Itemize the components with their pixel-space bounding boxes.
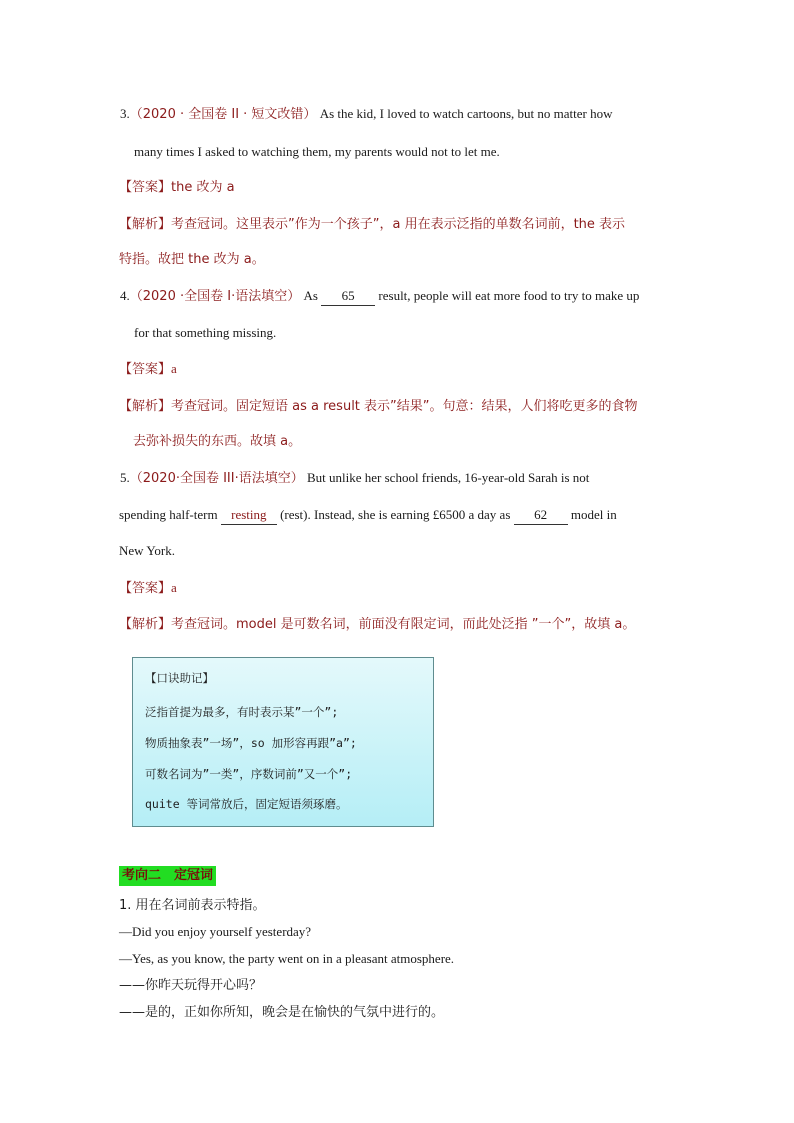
- q3-analysis-text1: 考查冠词。这里表示”作为一个孩子”，a 用在表示泛指的单数名词前，the 表示: [171, 217, 626, 232]
- q5-answer-value: a: [171, 580, 177, 595]
- q3-analysis-line1: [119, 215, 625, 234]
- q4-analysis-line2: 去弥补损失的东西。故填 a。: [133, 434, 302, 449]
- analysis-tag: 【解析】: [119, 399, 172, 414]
- q5-source: （2020·全国卷 III·语法填空）: [129, 471, 304, 486]
- analysis-tag: 【解析】: [119, 217, 172, 232]
- q5-analysis-line1: [119, 615, 635, 634]
- section2-example-cn1: ——你昨天玩得开心吗？: [119, 978, 263, 993]
- mnemonic-line: 泛指首提为最多，有时表示某”一个”;: [145, 705, 339, 719]
- q5-line2: [119, 506, 617, 525]
- q5-blank2: 62: [514, 506, 568, 525]
- q4-answer: [119, 360, 177, 379]
- q5-text-line3: New York.: [119, 543, 175, 558]
- section2-example-cn2: ——是的，正如你所知，晚会是在愉快的气氛中进行的。: [119, 1005, 445, 1020]
- q5-text-line2-pre: spending half-term: [119, 507, 218, 522]
- section2-point1: 1. 用在名词前表示特指。: [119, 898, 266, 913]
- answer-tag: 【答案】: [119, 180, 172, 195]
- q4-analysis-line1: [119, 397, 638, 416]
- q4-source: （2020 ·全国卷 I·语法填空）: [129, 289, 301, 304]
- mnemonic-line: quite 等词常放后，固定短语须琢磨。: [145, 797, 348, 811]
- q5-number: 5.: [120, 470, 130, 485]
- q4-number: 4.: [120, 288, 130, 303]
- q3-analysis-line2: 特指。故把 the 改为 a。: [119, 252, 265, 267]
- section-heading: 考向二 定冠词: [119, 866, 216, 886]
- mnemonic-title: 【口诀助记】: [145, 671, 214, 685]
- q3-text-line2: many times I asked to watching them, my parents would not to let me.: [134, 144, 500, 159]
- q5-text-line2-post: model in: [570, 507, 617, 522]
- q5-text-line1: But unlike her school friends, 16-year-old Sarah is not: [306, 470, 590, 485]
- q4-blank: 65: [321, 287, 375, 306]
- q3-number: 3.: [120, 106, 130, 121]
- q4-text-line2: for that something missing.: [134, 325, 277, 340]
- analysis-tag: 【解析】: [119, 617, 172, 632]
- q3-answer: [119, 178, 235, 197]
- q4-text-post: result, people will eat more food to try to make up: [378, 288, 640, 303]
- q5-answer: [119, 579, 177, 598]
- mnemonic-box: [132, 657, 434, 827]
- mnemonic-line: 可数名词为”一类”，序数词前”又一个”;: [145, 767, 353, 781]
- mnemonic-line: 物质抽象表”一场”，so 加形容再跟”a”;: [145, 736, 357, 750]
- q3-source: （2020 · 全国卷 II · 短文改错）: [129, 107, 317, 122]
- q5-text-line2-mid: (rest). Instead, she is earning £6500 a day as: [280, 507, 511, 522]
- q5-blank1: resting: [221, 506, 277, 525]
- q3-line1: [120, 105, 613, 124]
- answer-tag: 【答案】: [119, 362, 172, 377]
- q4-analysis-text1: 考查冠词。固定短语 as a result 表示”结果”。句意：结果，人们将吃更多的食物: [171, 399, 638, 414]
- q4-line1: [120, 287, 639, 306]
- q5-analysis-text1: 考查冠词。model 是可数名词，前面没有限定词，而此处泛指 ”一个”，故填 a。: [171, 617, 636, 632]
- section2-example-en2: —Yes, as you know, the party went on in a pleasant atmosphere.: [119, 951, 455, 966]
- answer-tag: 【答案】: [119, 581, 172, 596]
- q5-line1: [120, 469, 589, 488]
- section2-example-en1: —Did you enjoy yourself yesterday?: [119, 924, 312, 939]
- q4-text-pre: As: [303, 288, 318, 303]
- q3-answer-value: the 改为 a: [171, 180, 235, 195]
- q3-text-line1: As the kid, I loved to watch cartoons, but no matter how: [319, 106, 613, 121]
- q4-answer-value: a: [171, 361, 177, 376]
